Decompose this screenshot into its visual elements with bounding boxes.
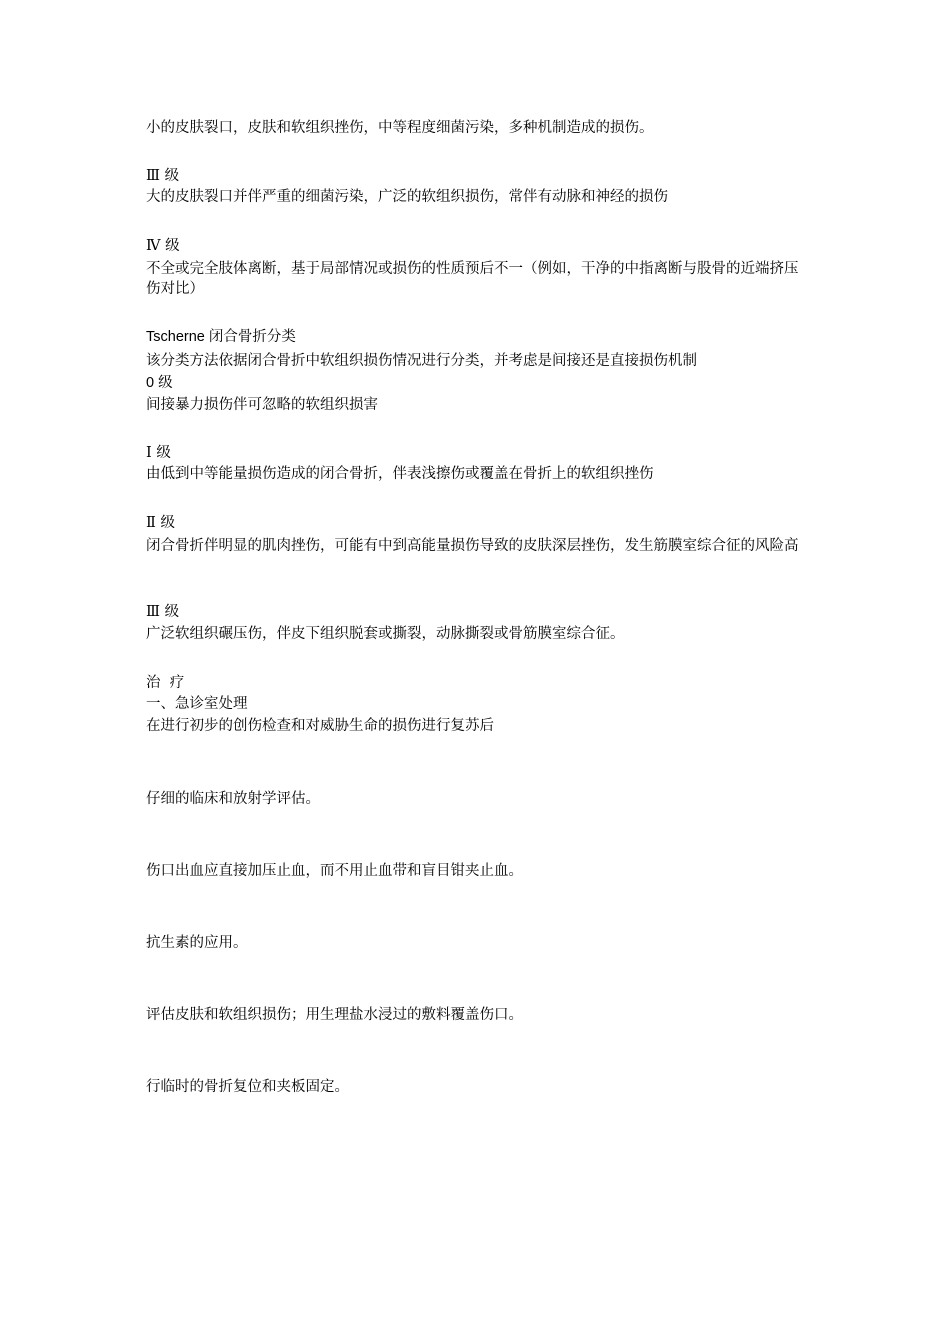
treatment-title: 治 疗 <box>146 675 185 691</box>
closed-grade2-title: Ⅱ 级 <box>146 515 175 531</box>
closed-grade1-text: 由低到中等能量损伤造成的闭合骨折，伴表浅擦伤或覆盖在骨折上的软组织挫伤 <box>146 466 654 482</box>
tscherne-title: Tscherne 闭合骨折分类 <box>146 329 296 345</box>
step-3: 抗生素的应用。 <box>146 935 248 951</box>
step-2: 伤口出血应直接加压止血，而不用止血带和盲目钳夹止血。 <box>146 863 523 879</box>
open-grade4-title: Ⅳ 级 <box>146 238 180 254</box>
closed-grade1-title: Ⅰ 级 <box>146 445 171 461</box>
closed-grade2-text: 闭合骨折伴明显的肌肉挫伤，可能有中到高能量损伤导致的皮肤深层挫伤，发生筋膜室综合征的风险高 <box>146 538 799 554</box>
step-1: 仔细的临床和放射学评估。 <box>146 791 320 807</box>
tscherne-intro: 该分类方法依据闭合骨折中软组织损伤情况进行分类，并考虑是间接还是直接损伤机制 <box>146 353 697 369</box>
closed-grade0-text: 间接暴力损伤伴可忽略的软组织损害 <box>146 397 378 413</box>
er-title: 一、急诊室处理 <box>146 696 248 712</box>
closed-grade3-text: 广泛软组织碾压伤，伴皮下组织脱套或撕裂，动脉撕裂或骨筋膜室综合征。 <box>146 626 625 642</box>
open-grade4-text: 不全或完全肢体离断，基于局部情况或损伤的性质预后不一（例如，干净的中指离断与股骨的近端挤压伤对比） <box>146 261 799 297</box>
step-4: 评估皮肤和软组织损伤；用生理盐水浸过的敷料覆盖伤口。 <box>146 1007 523 1023</box>
er-intro: 在进行初步的创伤检查和对威胁生命的损伤进行复苏后 <box>146 718 494 734</box>
open-grade3-title: Ⅲ 级 <box>146 168 180 184</box>
step-5: 行临时的骨折复位和夹板固定。 <box>146 1079 349 1095</box>
closed-grade0-title: 0 级 <box>146 375 173 391</box>
open-type-ii-text: 小的皮肤裂口，皮肤和软组织挫伤，中等程度细菌污染，多种机制造成的损伤。 <box>146 120 654 136</box>
closed-grade3-title: Ⅲ 级 <box>146 604 180 620</box>
open-grade3-text: 大的皮肤裂口并伴严重的细菌污染，广泛的软组织损伤，常伴有动脉和神经的损伤 <box>146 189 668 205</box>
